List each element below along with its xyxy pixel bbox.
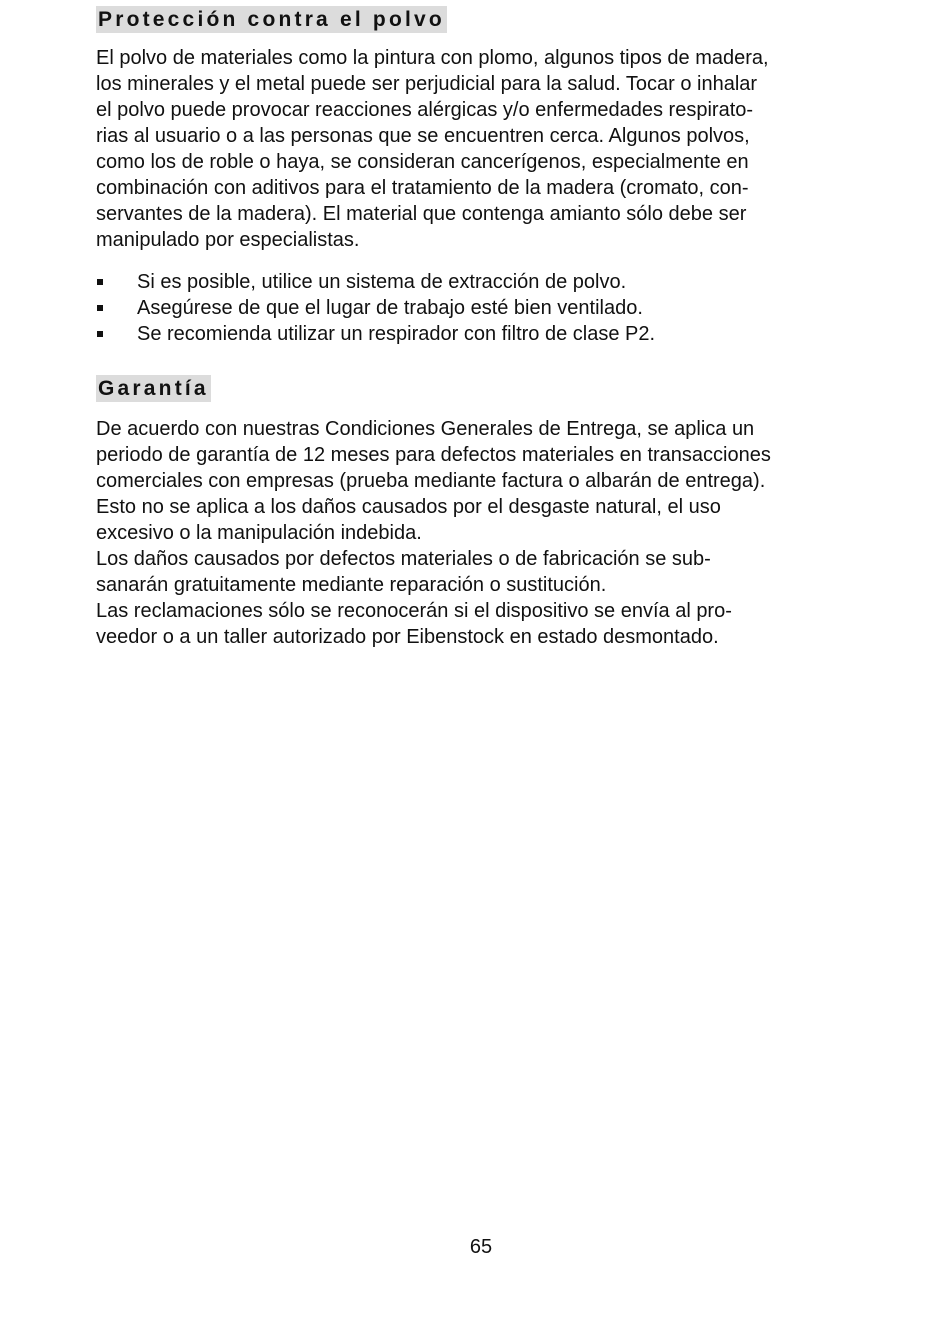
paragraph-line: sanarán gratuitamente mediante reparación o sustitución. <box>96 574 607 596</box>
paragraph-line: comerciales con empresas (prueba mediante factura o albarán de entrega). <box>96 470 766 492</box>
dust-protection-paragraph <box>96 45 871 253</box>
square-bullet-icon <box>97 279 103 285</box>
dust-protection-bullet-list <box>96 269 871 347</box>
square-bullet-icon <box>97 331 103 337</box>
paragraph-line: periodo de garantía de 12 meses para defectos materiales en transacciones <box>96 444 771 466</box>
section-heading-warranty: Garantía <box>98 377 209 400</box>
paragraph-line: servantes de la madera). El material que contenga amianto sólo debe ser <box>96 203 747 225</box>
square-bullet-icon <box>97 305 103 311</box>
paragraph-line: como los de roble o haya, se consideran cancerígenos, especialmente en <box>96 151 749 173</box>
paragraph-line: Esto no se aplica a los daños causados por el desgaste natural, el uso <box>96 496 721 518</box>
paragraph-line: De acuerdo con nuestras Condiciones Generales de Entrega, se aplica un <box>96 418 755 440</box>
list-item-text: Asegúrese de que el lugar de trabajo esté bien ventilado. <box>137 297 643 319</box>
warranty-paragraph <box>96 416 871 650</box>
paragraph-line: excesivo o la manipulación indebida. <box>96 522 422 544</box>
paragraph-line: Las reclamaciones sólo se reconocerán si el dispositivo se envía al pro- <box>96 600 732 622</box>
list-item <box>96 269 871 295</box>
paragraph-line: veedor o a un taller autorizado por Eibenstock en estado desmontado. <box>96 626 719 648</box>
paragraph-line: El polvo de materiales como la pintura con plomo, algunos tipos de madera, <box>96 47 769 69</box>
document-page <box>96 0 871 650</box>
paragraph-line: rias al usuario o a las personas que se encuentren cerca. Algunos polvos, <box>96 125 750 147</box>
paragraph-line: Los daños causados por defectos materiales o de fabricación se sub- <box>96 548 711 570</box>
paragraph-line: los minerales y el metal puede ser perjudicial para la salud. Tocar o inhalar <box>96 73 758 95</box>
paragraph-line: manipulado por especialistas. <box>96 229 360 251</box>
paragraph-line: combinación con aditivos para el tratamiento de la madera (cromato, con- <box>96 177 749 199</box>
page-number: 65 <box>469 1236 493 1258</box>
list-item-text: Si es posible, utilice un sistema de extracción de polvo. <box>137 271 627 293</box>
list-item <box>96 321 871 347</box>
section-heading-dust-protection: Protección contra el polvo <box>98 8 445 31</box>
list-item <box>96 295 871 321</box>
list-item-text: Se recomienda utilizar un respirador con filtro de clase P2. <box>137 323 656 345</box>
paragraph-line: el polvo puede provocar reacciones alérgicas y/o enfermedades respirato- <box>96 99 754 121</box>
